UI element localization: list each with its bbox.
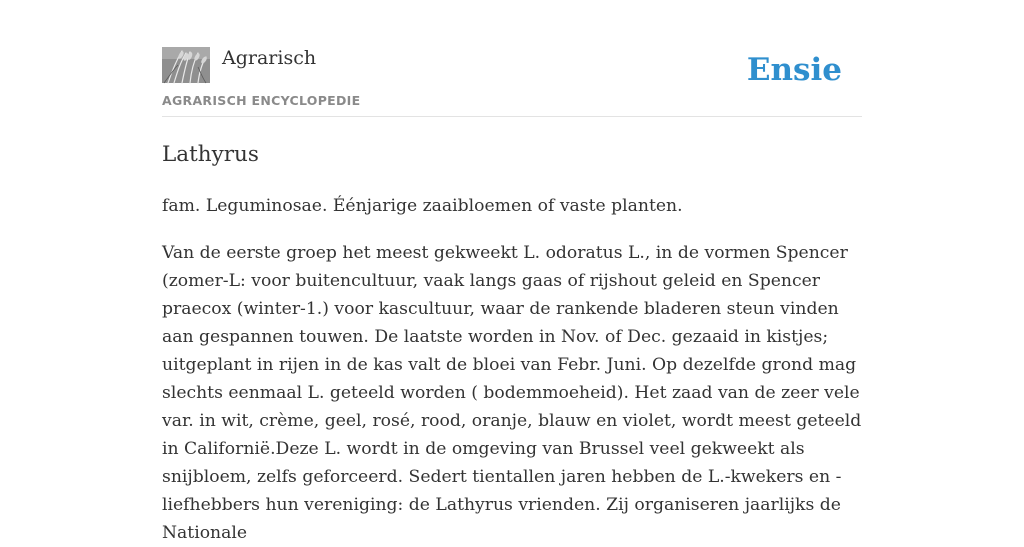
content-container xyxy=(162,0,862,543)
article-paragraph: Van de eerste groep het meest gekweekt L. odoratus L., in de vormen Spencer (zomer-L: voor buitencultuur, vaak langs gaas of rijshout geleid en Spencer praecox (winter-1.) voor kascultuur, waar de rankende bladeren steun vinden aan gespannen touwen. De laatste worden in Nov. of Dec. gezaaid in kistjes; uitgeplant in rijen in de kas valt de bloei van Febr. Juni. Op dezelfde grond mag slechts eenmaal L. geteeld worden ( bodemmoeheid). Het zaad van de zeer vele var. in wit, crème, geel, rosé, rood, oranje, blauw en violet, wordt meest geteeld in Californië.Deze L. wordt in de omgeving van Brussel veel gekweekt als snijbloem, zelfs geforceerd. Sedert tientallen jaren hebben de L.-kwekers en -liefhebbers hun vereniging: de Lathyrus vrienden. Zij organiseren jaarlijks de Nationale xyxy=(162,243,862,543)
brand-logo-link[interactable]: Ensie xyxy=(746,52,842,88)
article-title: Lathyrus xyxy=(162,142,259,167)
site-header xyxy=(162,0,862,117)
wheat-icon[interactable] xyxy=(162,47,210,83)
article-paragraph: fam. Leguminosae. Éénjarige zaaibloemen of vaste planten. xyxy=(162,196,683,216)
site-subtitle: AGRARISCH ENCYCLOPEDIE xyxy=(162,93,361,108)
site-name[interactable]: Agrarisch xyxy=(222,47,317,69)
